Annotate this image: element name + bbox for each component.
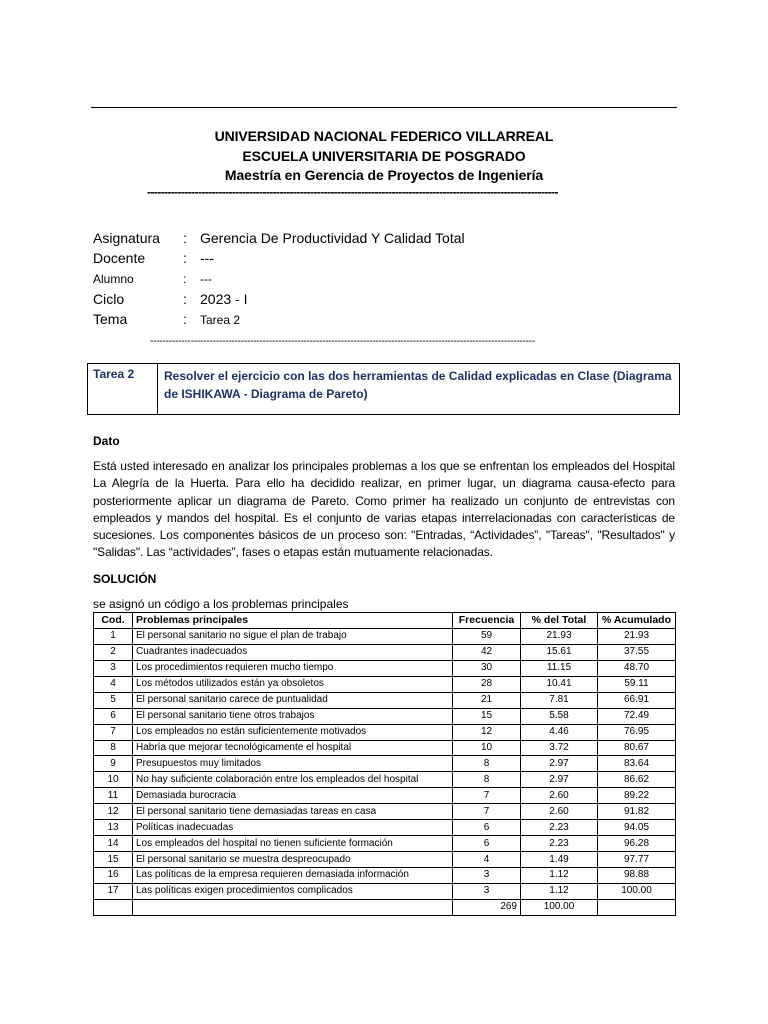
cell-percent: 2.23 [521,820,598,836]
cell-frequency: 6 [453,836,521,852]
cell-cod: 13 [94,820,133,836]
cell-cod: 12 [94,804,133,820]
header-separator: ------------------------------------------------------------------------------------------------------------------------- [147,185,558,199]
info-value: --- [200,250,214,266]
cell-cod: 9 [94,756,133,772]
cell-percent: 15.61 [521,644,598,660]
cell-problem: El personal sanitario carece de puntualidad [133,692,453,708]
cell-frequency: 7 [453,788,521,804]
info-colon: : [183,272,187,286]
cell-cod: 16 [94,868,133,884]
cell-problem: Los empleados no están suficientemente motivados [133,724,453,740]
cell-frequency: 8 [453,756,521,772]
solucion-heading: SOLUCIÓN [93,572,157,586]
table-total-row [94,899,676,915]
cell-percent: 4.46 [521,724,598,740]
cell-frequency: 3 [453,883,521,899]
cell-problem: Los métodos utilizados están ya obsoletos [133,676,453,692]
total-frequency: 269 [453,899,521,915]
cell-cumulative: 37.55 [598,644,676,660]
cell-cumulative: 91.82 [598,804,676,820]
problems-table [93,612,676,916]
col-header-problem: Problemas principales [133,613,453,629]
cell-percent: 1.12 [521,883,598,899]
info-separator: --------------------------------------------------------------------------------------------------------------------------- [150,336,535,347]
table-row [94,644,676,660]
cell-cumulative: 83.64 [598,756,676,772]
table-row [94,836,676,852]
cell-percent: 1.12 [521,868,598,884]
cell-problem: Las políticas de la empresa requieren demasiada información [133,868,453,884]
cell-cumulative: 86.62 [598,772,676,788]
info-value: --- [200,272,212,286]
table-row [94,756,676,772]
cell-percent: 5.58 [521,708,598,724]
cell-problem: El personal sanitario se muestra despreocupado [133,852,453,868]
table-row [94,820,676,836]
cell-percent: 2.97 [521,772,598,788]
cell-cumulative: 59.11 [598,676,676,692]
cell-cumulative: 98.88 [598,868,676,884]
table-row [94,660,676,676]
cell-cod: 4 [94,676,133,692]
cell-cod: 8 [94,740,133,756]
cell-cod: 6 [94,708,133,724]
info-label: Tema [93,311,128,327]
cell-frequency: 30 [453,660,521,676]
cell-cod: 17 [94,883,133,899]
cell-cumulative: 66.91 [598,692,676,708]
cell-problem: Demasiada burocracia [133,788,453,804]
cell-cumulative: 96.28 [598,836,676,852]
table-row [94,788,676,804]
table-caption: se asignó un código a los problemas principales [93,597,349,611]
table-row [94,708,676,724]
info-label: Docente [93,250,146,266]
info-label: Asignatura [93,230,160,246]
cell-problem: Presupuestos muy limitados [133,756,453,772]
cell-cumulative: 100.00 [598,883,676,899]
cell-cod: 11 [94,788,133,804]
table-row [94,852,676,868]
total-percent: 100.00 [521,899,598,915]
info-row-asignatura [93,230,593,250]
program-title: Maestría en Gerencia de Proyectos de Ingeniería [224,167,544,183]
cell-frequency: 42 [453,644,521,660]
table-row [94,628,676,644]
total-empty-cell [94,899,133,915]
cell-cumulative: 80.67 [598,740,676,756]
cell-percent: 21.93 [521,628,598,644]
school-title: ESCUELA UNIVERSITARIA DE POSGRADO [242,148,526,164]
col-header-cod: Cod. [94,613,133,629]
info-label: Alumno [93,272,134,286]
cell-cumulative: 76.95 [598,724,676,740]
info-value: Tarea 2 [200,313,241,327]
cell-problem: No hay suficiente colaboración entre los empleados del hospital [133,772,453,788]
info-row-docente [93,250,593,270]
cell-frequency: 4 [453,852,521,868]
task-box [87,363,680,415]
cell-percent: 11.15 [521,660,598,676]
table-row [94,692,676,708]
info-row-tema [93,311,593,331]
dato-paragraph: Está usted interesado en analizar los principales problemas a los que se enfrentan los empleados del Hospital La Alegría de la Huerta. Para ello ha decidido realizar, en primer lugar, un diagrama causa-efecto para posteriormente aplicar un diagrama de Pareto. Como primer ha realizado un conjunto de entrevistas con empleados y mandos del hospital. Es el conjunto de varias etapas interrelacionadas con características de sucesiones. Los componentes básicos de un proceso son: "Entradas, “Actividades”, "Tareas", "Resultados" y "Salidas". Las “actividades”, fases o etapas están mutuamente relacionadas. [93,459,675,560]
cell-percent: 3.72 [521,740,598,756]
cell-problem: El personal sanitario tiene demasiadas tareas en casa [133,804,453,820]
dato-heading: Dato [93,434,120,448]
cell-problem: Los empleados del hospital no tienen suficiente formación [133,836,453,852]
table-row [94,804,676,820]
table-row [94,868,676,884]
university-title: UNIVERSIDAD NACIONAL FEDERICO VILLARREAL [214,128,554,144]
info-colon: : [183,291,187,307]
cell-percent: 2.97 [521,756,598,772]
cell-frequency: 28 [453,676,521,692]
cell-cumulative: 89.22 [598,788,676,804]
col-header-frequency: Frecuencia [453,613,521,629]
task-label: Tarea 2 [93,367,135,381]
cell-cod: 3 [94,660,133,676]
cell-cod: 1 [94,628,133,644]
info-colon: : [183,250,187,266]
cell-percent: 2.60 [521,788,598,804]
table-row [94,740,676,756]
info-value: Gerencia De Productividad Y Calidad Total [200,230,465,246]
cell-frequency: 15 [453,708,521,724]
info-colon: : [183,311,187,327]
cell-problem: Los procedimientos requieren mucho tiempo [133,660,453,676]
cell-percent: 2.60 [521,804,598,820]
info-colon: : [183,230,187,246]
cell-cumulative: 48.70 [598,660,676,676]
cell-frequency: 21 [453,692,521,708]
task-divider [157,364,158,414]
cell-frequency: 12 [453,724,521,740]
cell-frequency: 10 [453,740,521,756]
cell-cod: 5 [94,692,133,708]
top-rule [91,107,677,108]
cell-cod: 7 [94,724,133,740]
cell-problem: Las políticas exigen procedimientos complicados [133,883,453,899]
cell-frequency: 7 [453,804,521,820]
cell-cod: 14 [94,836,133,852]
cell-cumulative: 21.93 [598,628,676,644]
cell-cumulative: 97.77 [598,852,676,868]
cell-cod: 15 [94,852,133,868]
cell-cod: 2 [94,644,133,660]
cell-frequency: 8 [453,772,521,788]
task-text: Resolver el ejercicio con las dos herramientas de Calidad explicadas en Clase (Diagrama de ISHIKAWA - Diagrama de Pareto) [164,369,672,401]
cell-cumulative: 72.49 [598,708,676,724]
col-header-percent: % del Total [521,613,598,629]
cell-frequency: 6 [453,820,521,836]
col-header-cumulative: % Acumulado [598,613,676,629]
table-row [94,772,676,788]
total-empty-cell [133,899,453,915]
cell-percent: 1.49 [521,852,598,868]
cell-problem: Cuadrantes inadecuados [133,644,453,660]
cell-problem: Habría que mejorar tecnológicamente el hospital [133,740,453,756]
table-row [94,724,676,740]
info-row-ciclo [93,291,593,311]
cell-cumulative: 94.05 [598,820,676,836]
info-row-alumno [93,272,593,292]
table-header-row [94,613,676,629]
cell-frequency: 59 [453,628,521,644]
cell-percent: 7.81 [521,692,598,708]
total-empty-cell [598,899,676,915]
table-row [94,883,676,899]
cell-problem: Políticas inadecuadas [133,820,453,836]
cell-percent: 2.23 [521,836,598,852]
cell-frequency: 3 [453,868,521,884]
cell-problem: El personal sanitario no sigue el plan de trabajo [133,628,453,644]
table-row [94,676,676,692]
info-label: Ciclo [93,291,125,307]
cell-cod: 10 [94,772,133,788]
cell-problem: El personal sanitario tiene otros trabajos [133,708,453,724]
cell-percent: 10.41 [521,676,598,692]
info-value: 2023 - I [200,291,248,307]
